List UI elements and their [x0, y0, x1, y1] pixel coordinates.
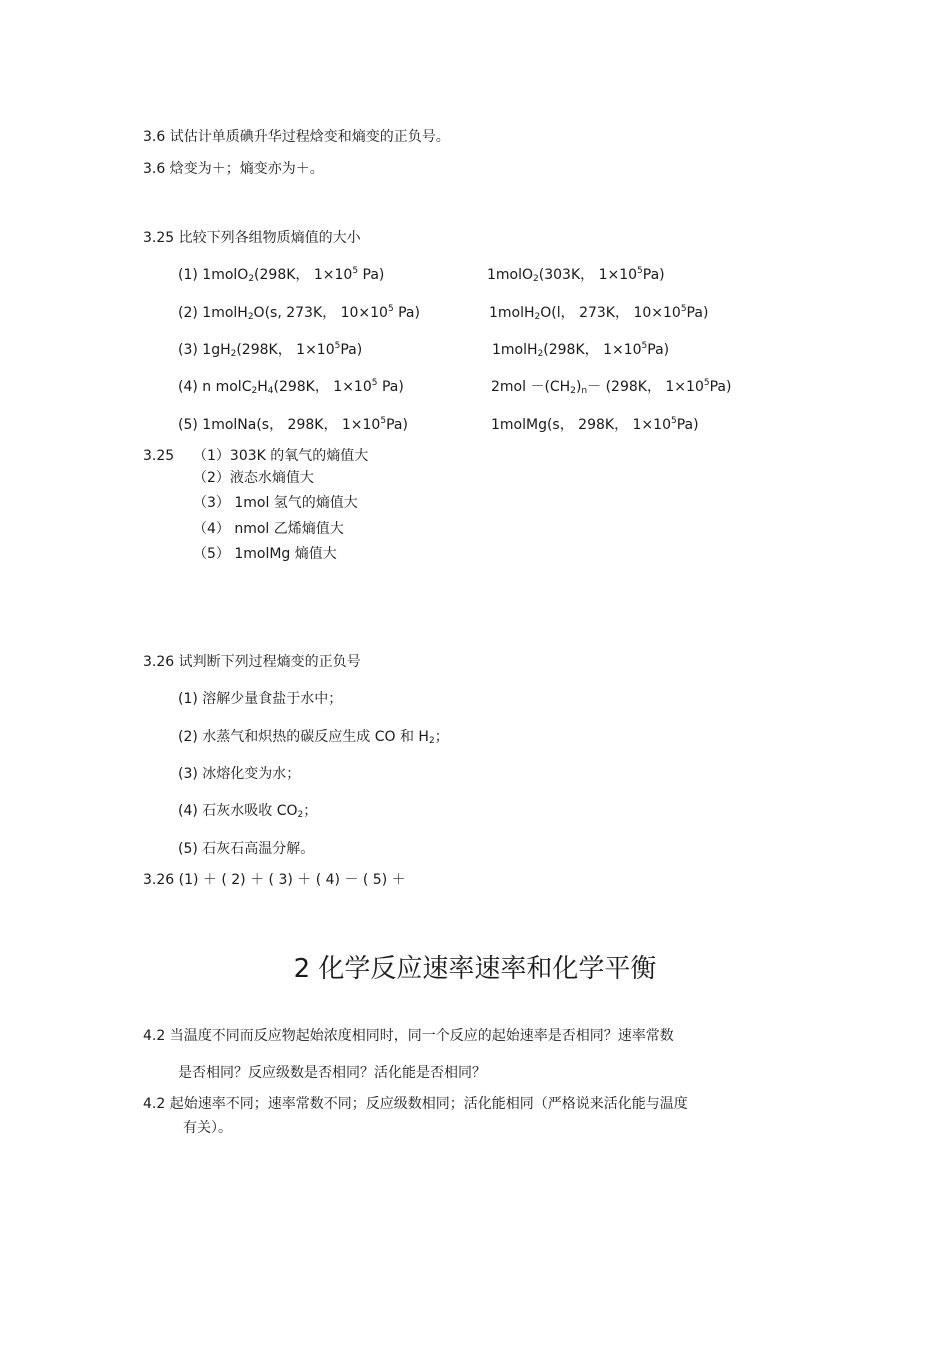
item-3-26: (4) 石灰水吸收 CO2； [178, 803, 318, 820]
pair-2-right: 1molH2O(l， 273K， $10\times 10^5Pa$) [489, 304, 709, 322]
answer-3-25-item: （1）303K 的氧气的熵值大 [193, 448, 369, 464]
pair-4-left: (4) n molC2H4(298K， $1\times 10^5$ Pa) [178, 378, 404, 396]
question-3-26: 3.26 试判断下列过程熵变的正负号 [143, 654, 361, 670]
item-3-26: (3) 冰熔化变为水； [178, 766, 301, 782]
item-3-26: (5) 石灰石高温分解。 [178, 841, 315, 857]
pair-3-right: 1molH2(298K， $1\times 10^5Pa$) [492, 341, 670, 359]
answer-3-25-label: 3.25 [143, 448, 175, 464]
section-title: 2 化学反应速率速率和化学平衡 [293, 954, 657, 984]
pair-2-left: (2) 1molH2O(s, 273K， $10\times 10^5$ Pa) [178, 304, 420, 322]
answer-3-25-item: （3） 1mol 氢气的熵值大 [193, 495, 358, 511]
pair-5-right: 1molMg(s， 298K， $1\times 10^5Pa$) [491, 416, 699, 433]
pair-1-left: (1) 1molO2(298K， $1\times 10^5$ Pa) [178, 266, 385, 284]
pair-1-right: 1molO2(303K， $1\times 10^5Pa$) [487, 266, 665, 284]
question-3-25: 3.25 比较下列各组物质熵值的大小 [143, 230, 361, 246]
answer-3-25-item: （2）液态水熵值大 [193, 470, 314, 486]
answer-3-25-item: （5） 1molMg 熵值大 [193, 546, 337, 562]
pair-5-left: (5) 1molNa(s， 298K， $1\times 10^5Pa$) [178, 416, 408, 433]
answer-3-6: 3.6 焓变为＋；熵变亦为＋。 [143, 161, 324, 177]
pair-4-right: 2mol －(CH2)n－ (298K， $1\times 10^5Pa$) [491, 378, 732, 396]
item-3-26: (2) 水蒸气和炽热的碳反应生成 CO 和 H2； [178, 729, 449, 746]
answer-3-25-item: （4） nmol 乙烯熵值大 [193, 521, 344, 537]
question-4-2: 4.2 当温度不同而反应物起始浓度相同时，同一个反应的起始速率是否相同？速率常数 [143, 1028, 674, 1044]
answer-4-2-cont: 有关）。 [183, 1120, 232, 1136]
pair-3-left: (3) 1gH2(298K， $1\times 10^5Pa$) [178, 341, 363, 359]
question-3-6: 3.6 试估计单质碘升华过程焓变和熵变的正负号。 [143, 129, 450, 145]
answer-3-26: 3.26 (1) ＋ ( 2) ＋ ( 3) ＋ ( 4) － ( 5) ＋ [143, 872, 406, 888]
item-3-26: (1) 溶解少量食盐于水中； [178, 691, 343, 707]
question-4-2-cont: 是否相同？反应级数是否相同？活化能是否相同？ [178, 1065, 486, 1081]
answer-4-2: 4.2 起始速率不同；速率常数不同；反应级数相同；活化能相同（严格说来活化能与温度 [143, 1096, 688, 1112]
